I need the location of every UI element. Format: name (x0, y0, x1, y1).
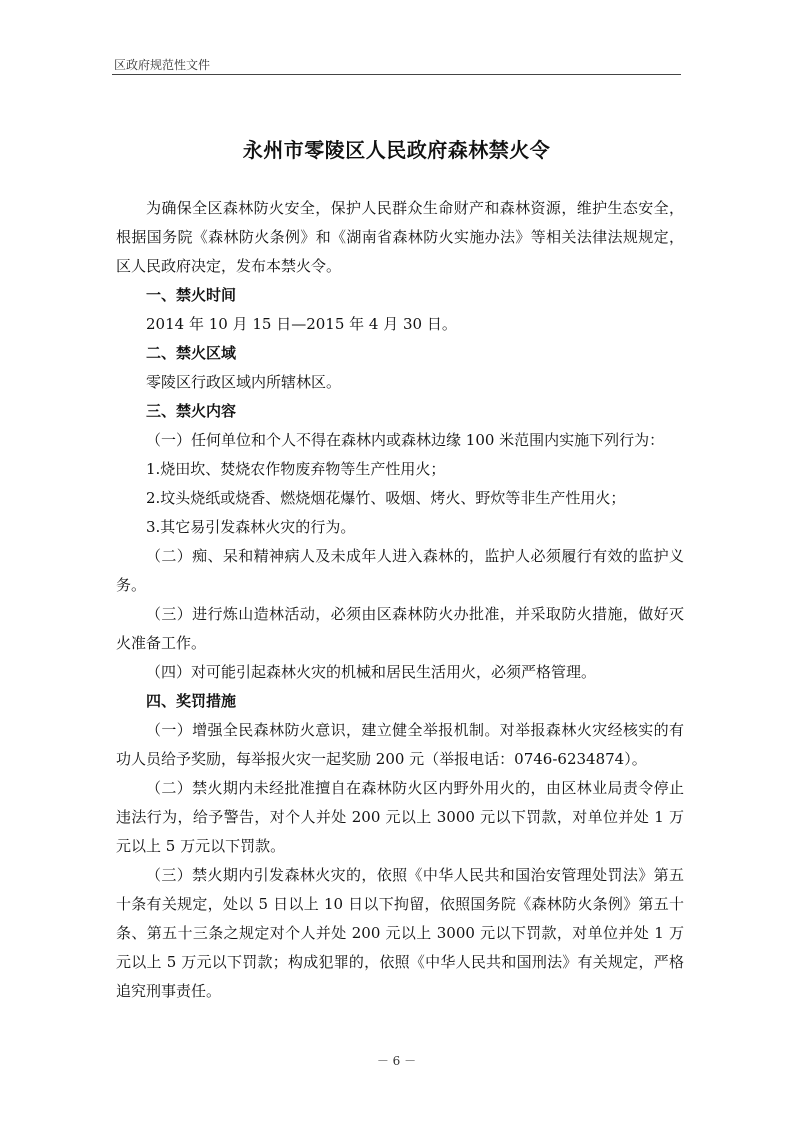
content-item-1: 1.烧田坎、焚烧农作物废弃物等生产性用火； (146, 460, 446, 478)
intro-paragraph: 为确保全区森林防火安全，保护人民群众生命财产和森林资源，维护生态安全，根据国务院《森林防火条例》和《湖南省森林防火实施办法》等相关法律法规规定，区人民政府决定，发布本禁火令。 (116, 199, 684, 275)
content-paragraph-3: （三）进行炼山造林活动，必须由区森林防火办批准，并采取防火措施，做好灭火准备工作。 (116, 605, 684, 652)
document-body (116, 194, 684, 1006)
section-heading-time: 一、禁火时间 (146, 286, 237, 304)
section-heading-rewards: 四、奖罚措施 (146, 692, 237, 710)
header-divider (112, 74, 681, 75)
content-item-3: 3.其它易引发森林火灾的行为。 (146, 518, 356, 536)
content-paragraph-2: （二）痴、呆和精神病人及未成年人进入森林的，监护人必须履行有效的监护义务。 (116, 547, 684, 594)
page-number: － 6 － (376, 1054, 417, 1068)
rewards-paragraph-1: （一）增强全民森林防火意识，建立健全举报机制。对举报森林火灾经核实的有功人员给予奖励，每举报火灾一起奖励 200 元（举报电话：0746-6234874）。 (116, 721, 684, 768)
section-heading-content: 三、禁火内容 (146, 402, 237, 420)
section-text-area: 零陵区行政区域内所辖林区。 (146, 373, 342, 391)
section-heading-area: 二、禁火区域 (146, 344, 237, 362)
rewards-paragraph-3: （三）禁火期内引发森林火灾的，依照《中华人民共和国治安管理处罚法》第五十条有关规定，处以 5 日以上 10 日以下拘留，依照国务院《森林防火条例》第五十条、第五十三条之规定对个人并处 200 元以上 3000 元以下罚款，对单位并处 1 万元以上 5 万元以下罚款；构成犯罪的，依照《中华人民共和国刑法》有关规定，严格追究刑事责任。 (116, 866, 684, 1000)
section-text-time: 2014 年 10 月 15 日—2015 年 4 月 30 日。 (146, 315, 457, 333)
rewards-paragraph-2: （二）禁火期内未经批准擅自在森林防火区内野外用火的，由区林业局责令停止违法行为，给予警告，对个人并处 200 元以上 3000 元以下罚款，对单位并处 1 万元以上 5 万元以下罚款。 (116, 779, 684, 855)
content-item-2: 2.坟头烧纸或烧香、燃烧烟花爆竹、吸烟、烤火、野炊等非生产性用火； (146, 489, 626, 507)
document-title: 永州市零陵区人民政府森林禁火令 (242, 138, 551, 162)
content-paragraph-1: （一）任何单位和个人不得在森林内或森林边缘 100 米范围内实施下列行为： (146, 431, 665, 449)
content-paragraph-4: （四）对可能引起森林火灾的机械和居民生活用火，必须严格管理。 (146, 663, 597, 681)
running-header: 区政府规范性文件 (114, 58, 211, 72)
